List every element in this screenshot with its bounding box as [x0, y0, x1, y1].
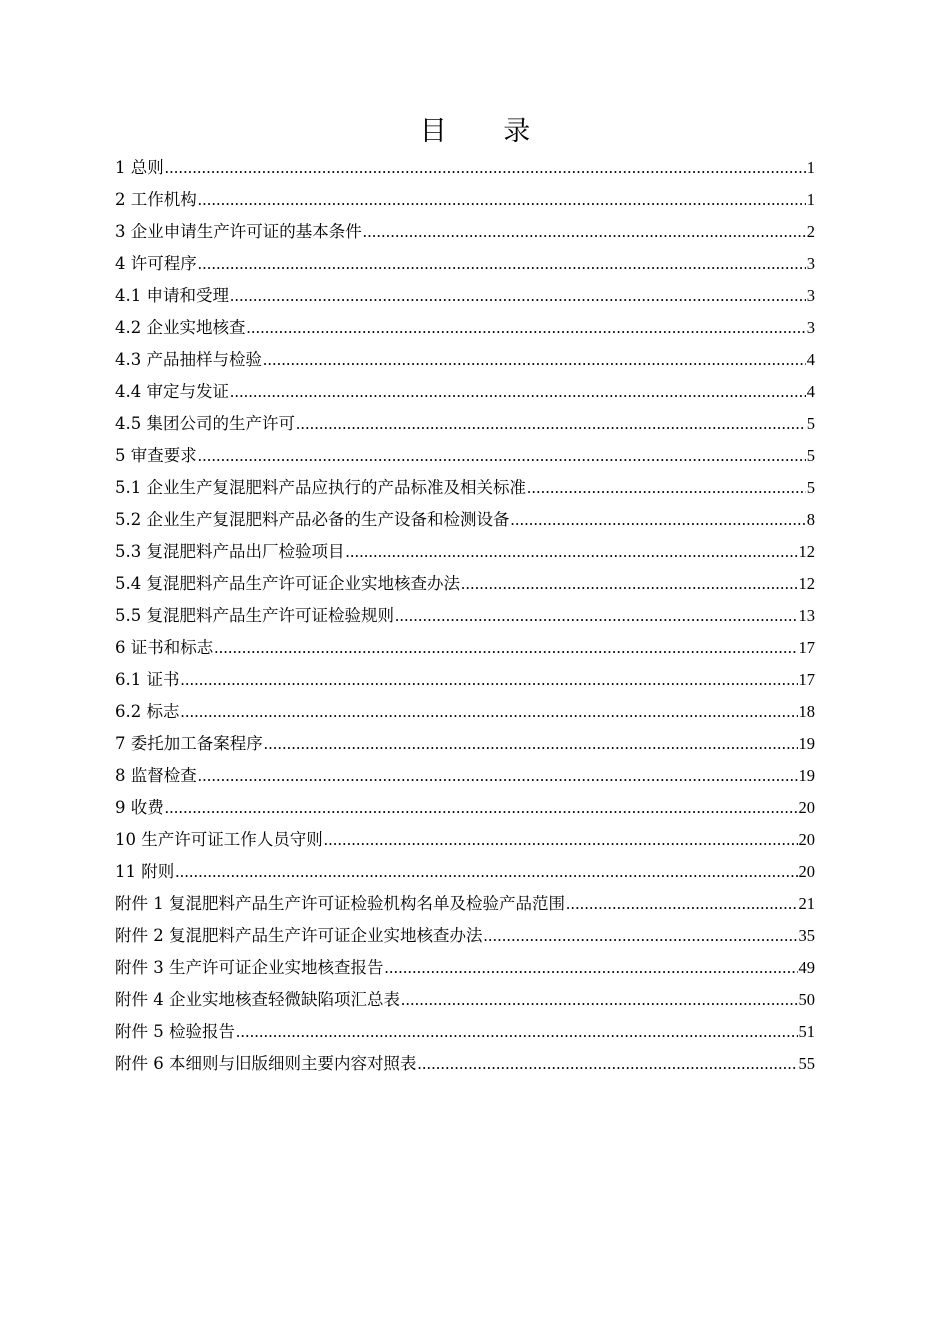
toc-entry-page: 17 [798, 638, 815, 657]
dot-leader [484, 920, 798, 952]
toc-entry-page: 17 [798, 670, 815, 689]
toc-entry-label: 5.2 企业生产复混肥料产品必备的生产设备和检测设备 [115, 510, 510, 529]
toc-entry[interactable] [115, 216, 815, 248]
toc-entry-page: 5 [806, 478, 815, 497]
toc-entry-page: 20 [798, 862, 815, 881]
toc-entry-page: 3 [806, 318, 815, 337]
toc-entry[interactable] [115, 536, 815, 568]
toc-entry-page: 3 [806, 286, 815, 305]
toc-entry[interactable] [115, 248, 815, 280]
dot-leader [527, 472, 806, 504]
toc-entry[interactable] [115, 984, 815, 1016]
toc-entry[interactable] [115, 408, 815, 440]
toc-entry-page: 50 [798, 990, 815, 1009]
toc-entry[interactable] [115, 312, 815, 344]
toc-entry[interactable] [115, 760, 815, 792]
toc-entry-label: 5 审查要求 [115, 446, 197, 465]
toc-entry-label: 2 工作机构 [115, 190, 197, 209]
toc-entry-page: 1 [806, 158, 815, 177]
toc-entry[interactable] [115, 600, 815, 632]
dot-leader [296, 408, 806, 440]
toc-entry-label: 11 附则 [115, 862, 175, 881]
toc-entry[interactable] [115, 792, 815, 824]
toc-entry-label: 6.1 证书 [115, 670, 180, 689]
dot-leader [230, 280, 806, 312]
toc-entry-page: 4 [806, 350, 815, 369]
toc-entry-label: 4 许可程序 [115, 254, 197, 273]
toc-entry-label: 5.3 复混肥料产品出厂检验项目 [115, 542, 345, 561]
dot-leader [175, 856, 797, 888]
toc-entry[interactable] [115, 152, 815, 184]
toc-entry-page: 4 [806, 382, 815, 401]
toc-entry-label: 7 委托加工备案程序 [115, 734, 263, 753]
toc-entry-page: 12 [798, 574, 815, 593]
toc-entry[interactable] [115, 664, 815, 696]
toc-entry[interactable] [115, 440, 815, 472]
toc-entry-label: 4.1 申请和受理 [115, 286, 229, 305]
dot-leader [198, 760, 798, 792]
toc-entry-label: 4.4 审定与发证 [115, 382, 229, 401]
toc-entry-page: 18 [798, 702, 815, 721]
toc-title: 目 录 [419, 116, 555, 147]
toc-entry-label: 4.5 集团公司的生产许可 [115, 414, 295, 433]
toc-entry-page: 35 [798, 926, 815, 945]
toc-entry-page: 21 [798, 894, 815, 913]
dot-leader [395, 600, 798, 632]
toc-entry-page: 51 [798, 1022, 815, 1041]
toc-entry-page: 2 [806, 222, 815, 241]
dot-leader [230, 376, 806, 408]
dot-leader [511, 504, 806, 536]
toc-entry-page: 13 [798, 606, 815, 625]
toc-entry-page: 20 [798, 830, 815, 849]
toc-entry[interactable] [115, 824, 815, 856]
toc-entry-label: 附件 5 检验报告 [115, 1022, 235, 1041]
toc-entry-label: 6.2 标志 [115, 702, 180, 721]
toc-entry-label: 5.4 复混肥料产品生产许可证企业实地核查办法 [115, 574, 460, 593]
dot-leader [214, 632, 797, 664]
toc-entry-label: 4.2 企业实地核查 [115, 318, 246, 337]
toc-entry[interactable] [115, 504, 815, 536]
toc-entry[interactable] [115, 568, 815, 600]
dot-leader [165, 152, 806, 184]
toc-entry[interactable] [115, 184, 815, 216]
dot-leader [363, 216, 806, 248]
toc-entry-label: 附件 4 企业实地核查轻微缺陷项汇总表 [115, 990, 400, 1009]
toc-entry[interactable] [115, 728, 815, 760]
toc-entry-page: 19 [798, 734, 815, 753]
toc-entry-label: 3 企业申请生产许可证的基本条件 [115, 222, 362, 241]
toc-entry-page: 3 [806, 254, 815, 273]
toc-entry-label: 10 生产许可证工作人员守则 [115, 830, 323, 849]
toc-entry-label: 附件 2 复混肥料产品生产许可证企业实地核查办法 [115, 926, 483, 945]
toc-entry[interactable] [115, 856, 815, 888]
dot-leader [181, 664, 798, 696]
dot-leader [198, 184, 806, 216]
toc-entry[interactable] [115, 696, 815, 728]
toc-entry[interactable] [115, 344, 815, 376]
toc-entry-page: 12 [798, 542, 815, 561]
toc-entry-label: 4.3 产品抽样与检验 [115, 350, 262, 369]
toc-entry-page: 20 [798, 798, 815, 817]
dot-leader [263, 344, 806, 376]
toc-entry-label: 附件 1 复混肥料产品生产许可证检验机构名单及检验产品范围 [115, 894, 565, 913]
toc-entry-label: 附件 6 本细则与旧版细则主要内容对照表 [115, 1054, 417, 1073]
toc-entry-page: 49 [798, 958, 815, 977]
table-of-contents [115, 152, 815, 1080]
toc-entry-label: 8 监督检查 [115, 766, 197, 785]
toc-entry-label: 6 证书和标志 [115, 638, 214, 657]
toc-entry[interactable] [115, 632, 815, 664]
toc-entry[interactable] [115, 280, 815, 312]
toc-entry[interactable] [115, 1016, 815, 1048]
toc-entry[interactable] [115, 952, 815, 984]
dot-leader [236, 1016, 798, 1048]
dot-leader [566, 888, 798, 920]
toc-entry-label: 5.5 复混肥料产品生产许可证检验规则 [115, 606, 394, 625]
dot-leader [198, 248, 806, 280]
dot-leader [264, 728, 798, 760]
toc-entry[interactable] [115, 920, 815, 952]
toc-entry[interactable] [115, 888, 815, 920]
toc-entry[interactable] [115, 1048, 815, 1080]
toc-entry-page: 19 [798, 766, 815, 785]
toc-entry-label: 1 总则 [115, 158, 164, 177]
dot-leader [401, 984, 798, 1016]
dot-leader [198, 440, 806, 472]
toc-entry-label: 附件 3 生产许可证企业实地核查报告 [115, 958, 384, 977]
dot-leader [247, 312, 806, 344]
dot-leader [324, 824, 798, 856]
dot-leader [165, 792, 798, 824]
toc-entry-page: 5 [806, 414, 815, 433]
dot-leader [418, 1048, 798, 1080]
toc-entry-page: 5 [806, 446, 815, 465]
toc-entry[interactable] [115, 472, 815, 504]
toc-entry[interactable] [115, 376, 815, 408]
toc-entry-page: 55 [798, 1054, 815, 1073]
dot-leader [385, 952, 798, 984]
toc-entry-page: 8 [806, 510, 815, 529]
dot-leader [181, 696, 798, 728]
toc-entry-label: 5.1 企业生产复混肥料产品应执行的产品标准及相关标准 [115, 478, 526, 497]
dot-leader [346, 536, 798, 568]
toc-entry-page: 1 [806, 190, 815, 209]
toc-entry-label: 9 收费 [115, 798, 164, 817]
dot-leader [461, 568, 798, 600]
